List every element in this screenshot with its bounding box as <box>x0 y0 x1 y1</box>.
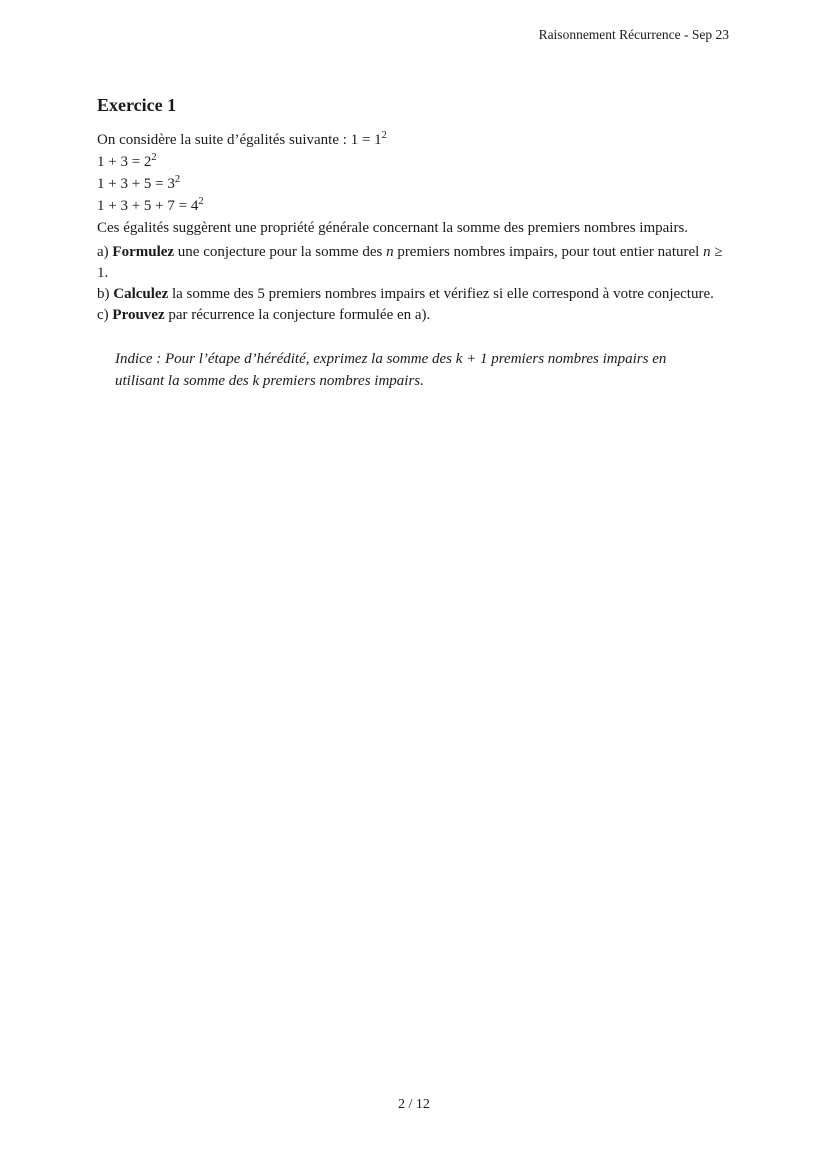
page-number: 2 / 12 <box>398 1097 430 1112</box>
intro-text: On considère la suite d’égalités suivante : <box>97 132 351 148</box>
intro-equation <box>351 132 387 148</box>
question-a-keyword: Formulez <box>112 244 175 260</box>
equality-expression: 1 + 3 + 5 = 3 <box>97 176 175 192</box>
equality-line <box>97 195 731 217</box>
equality-line <box>97 151 731 173</box>
question-c-label: c) <box>97 307 113 323</box>
observation-text: Ces égalités suggèrent une propriété générale concernant la somme des premiers nombres impairs. <box>97 220 689 236</box>
intro-equation-base: 1 = 1 <box>350 132 382 148</box>
equality-superscript: 2 <box>151 152 157 163</box>
equality-line <box>97 173 731 195</box>
equality-superscript: 2 <box>198 196 204 207</box>
question-b-label: b) <box>97 286 114 302</box>
equality-superscript: 2 <box>174 174 181 185</box>
page-header: Raisonnement Récurrence - Sep 23 <box>538 27 729 42</box>
exercise-content <box>97 95 731 392</box>
equality-expression: 1 + 3 = 2 <box>97 154 152 170</box>
question-b <box>97 284 731 305</box>
question-c <box>97 305 731 326</box>
question-b-text: la somme des 5 premiers nombres impairs et vérifiez si elle correspond à votre conjecture. <box>168 286 714 302</box>
question-a <box>97 242 731 284</box>
question-a-condition: ≥ 1. <box>97 244 723 281</box>
question-c-text: par récurrence la conjecture formulée en a). <box>164 307 431 323</box>
question-a-text-continued: premiers nombres impairs, pour tout entier naturel <box>393 244 704 260</box>
question-a-label: a) <box>97 244 113 260</box>
exercise-title: Exercice 1 <box>97 95 177 115</box>
question-a-variable: n <box>386 244 394 260</box>
question-c-keyword: Prouvez <box>112 307 165 323</box>
question-b-keyword: Calculez <box>113 286 169 302</box>
equality-expression: 1 + 3 + 5 + 7 = 4 <box>97 198 199 214</box>
question-a-text: une conjecture pour la somme des <box>174 244 387 260</box>
hint-text: Indice : Pour l’étape d’hérédité, exprimez la somme des k + 1 premiers nombres impairs en utilisant la somme des k premiers nombres impairs. <box>115 351 667 389</box>
question-a-variable-2: n <box>703 244 711 260</box>
questions-block <box>97 242 731 326</box>
intro-block <box>97 129 731 239</box>
intro-equation-superscript: 2 <box>381 130 387 141</box>
intro-paragraph <box>97 129 731 151</box>
